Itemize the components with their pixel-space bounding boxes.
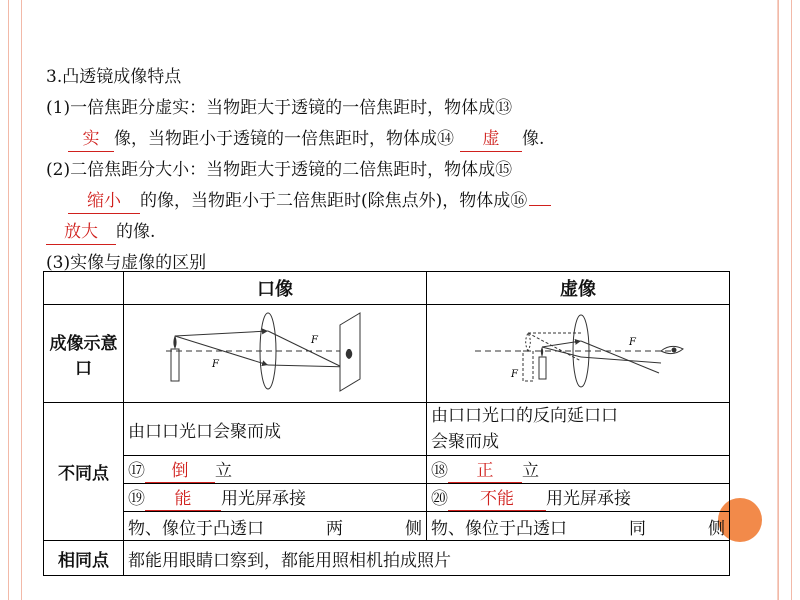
virtual-flame-icon: [526, 333, 531, 351]
table-row-orientation: [44, 456, 730, 484]
blank-number-20: ⑳: [431, 489, 448, 509]
header-real-image: 口像: [124, 272, 427, 305]
table-header-row: [44, 272, 730, 305]
ray-1-refracted: [581, 341, 659, 373]
lesson-text: [46, 62, 736, 279]
focus-label-right: F: [629, 337, 636, 348]
blank-number-17: ⑰: [128, 461, 145, 481]
row-label-similarities: 相同点: [44, 541, 124, 576]
real-formation-cell: [124, 403, 427, 456]
table-row-similarities: [44, 541, 730, 576]
slide-frame-left: [8, 0, 22, 600]
focus-label-right: F: [311, 335, 318, 346]
candle-flame-icon: [173, 335, 176, 349]
paragraph-1-line-1: (1)一倍焦距分虚实：当物距大于透镜的一倍焦距时，物体成⑬: [46, 98, 513, 118]
slide-frame-right: [778, 0, 792, 600]
virtual-orientation-cell: [427, 456, 730, 484]
ray-1-incident: [175, 331, 268, 336]
table-row-screen: [44, 484, 730, 512]
focus-label-left: F: [212, 359, 219, 370]
real-formation-text: 由口口光口会聚而成: [128, 421, 281, 442]
real-position-cell: [124, 512, 427, 541]
slide-frame-right-line: [777, 0, 778, 600]
blank-number-19: ⑲: [128, 489, 145, 509]
screen-suffix-20: 用光屏承接: [546, 489, 631, 509]
similarities-cell: 都能用眼睛口察到，都能用照相机拍成照片: [124, 541, 730, 576]
paragraph-1-text-b: 像，当物距小于透镜的一倍焦距时，物体成⑭: [114, 129, 454, 149]
real-image-ray-diagram: [128, 305, 431, 397]
paragraph-1-line-2: [46, 124, 736, 155]
section-title: 3.凸透镜成像特点: [46, 67, 182, 87]
virtual-formation-cell: [427, 403, 730, 456]
table-row-formation: [44, 403, 730, 456]
orientation-suffix-18: 立: [522, 461, 539, 481]
virtual-image-candle: [523, 351, 533, 381]
candle-flame-icon: [541, 347, 543, 357]
candle-object: [539, 357, 546, 379]
real-position-side-a: 两: [326, 518, 343, 539]
orientation-suffix-17: 立: [215, 461, 232, 481]
row-label-diagram: 成像示意口: [44, 305, 124, 403]
row-label-differences: 不同点: [44, 403, 124, 541]
answer-20: 不能: [448, 488, 546, 511]
virtual-position-side-b: 侧: [708, 518, 725, 539]
table-row-diagram: [44, 305, 730, 403]
header-empty-cell: [44, 272, 124, 305]
paragraph-2-line-1: (2)二倍焦距分大小：当物距大于透镜的二倍焦距时，物体成⑮: [46, 160, 513, 180]
table-row-position: [44, 512, 730, 541]
answer-13: 实: [68, 127, 114, 152]
ray-2-incident: [542, 347, 581, 357]
paragraph-2-text-c: 的像.: [116, 222, 156, 242]
virtual-screen-cell: [427, 484, 730, 512]
focus-label-left: F: [511, 369, 518, 380]
paragraph-3: (3)实像与虚像的区别: [46, 253, 207, 273]
eye-pupil-icon: [672, 348, 677, 353]
virtual-formation-text-1: 由口口光口的反向延口口: [431, 406, 618, 426]
virtual-image-diagram-cell: [427, 305, 730, 403]
header-virtual-image: 虚像: [427, 272, 730, 305]
virtual-position-prefix: 物、像位于凸透口: [431, 518, 567, 539]
real-image-diagram-cell: [124, 305, 427, 403]
answer-16-blank-start: [529, 205, 551, 206]
real-orientation-cell: [124, 456, 427, 484]
real-position-side-b: 侧: [405, 518, 422, 539]
screen-suffix-19: 用光屏承接: [221, 489, 306, 509]
virtual-position-cell: [427, 512, 730, 541]
answer-15: 缩小: [68, 189, 140, 214]
answer-17: 倒: [145, 460, 215, 483]
paragraph-2-line-2: [46, 186, 736, 217]
answer-16: 放大: [46, 220, 116, 245]
answer-18: 正: [448, 460, 522, 483]
virtual-position-side-a: 同: [629, 518, 646, 539]
real-screen-cell: [124, 484, 427, 512]
real-position-prefix: 物、像位于凸透口: [128, 518, 264, 539]
virtual-image-ray-diagram: [431, 305, 734, 397]
answer-19: 能: [145, 488, 221, 511]
candle-object: [171, 349, 179, 381]
comparison-table: [43, 271, 730, 576]
answer-14: 虚: [460, 127, 522, 152]
blank-number-18: ⑱: [431, 461, 448, 481]
virtual-formation-text-2: 会聚而成: [431, 432, 499, 452]
paragraph-2-line-3: [46, 217, 736, 248]
paragraph-2-text-b: 的像，当物距小于二倍焦距时(除焦点外)，物体成⑯: [140, 191, 528, 211]
paragraph-1-text-c: 像.: [522, 129, 545, 149]
